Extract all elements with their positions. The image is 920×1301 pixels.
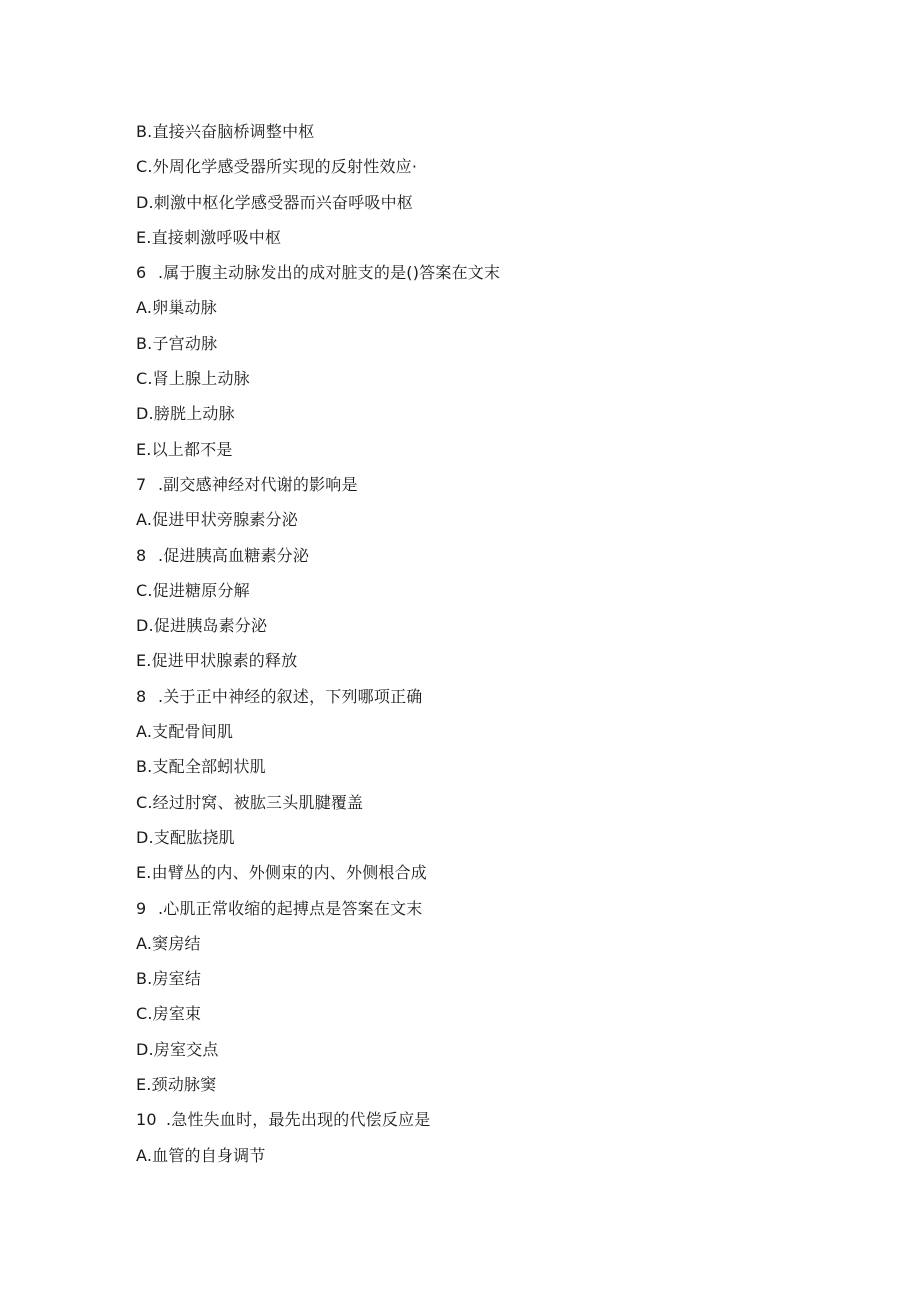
answer-option: A.窦房结 [136,933,201,953]
question-stem [136,255,836,290]
question-stem [136,467,836,502]
question-text: .心肌正常收缩的起搏点是答案在文末 [158,898,423,918]
answer-option: A.促进甲状旁腺素分泌 [136,510,298,530]
answer-option: C.房室束 [136,1004,202,1024]
answer-option: B.房室结 [136,969,202,989]
answer-option: E.促进甲状腺素的释放 [136,651,298,671]
answer-option: B.直接兴奋脑桥调整中枢 [136,122,315,141]
answer-option: B.支配全部蚓状肌 [136,757,266,777]
answer-option: C.肾上腺上动脉 [136,369,250,389]
question-text: .促进胰高血糖素分泌 [158,545,310,565]
question-stem [136,679,836,714]
question-text: .关于正中神经的叙述，下列哪项正确 [158,686,423,706]
answer-option: D.膀胱上动脉 [136,404,235,424]
question-stem [136,538,836,573]
answer-option: A.支配骨间肌 [136,722,234,742]
question-list [136,114,836,1173]
question-number: 9 [136,898,147,918]
answer-option: A.血管的自身调节 [136,1145,266,1165]
answer-option: A.卵巢动脉 [136,298,217,318]
question-stem [136,891,836,926]
answer-option: C.促进糖原分解 [136,580,250,600]
question-stem [136,1102,836,1137]
question-number: 8 [136,686,147,706]
answer-option: E.由臂丛的内、外侧束的内、外侧根合成 [136,863,427,883]
question-text: .属于腹主动脉发出的成对脏支的是()答案在文末 [158,263,501,283]
question-number: 6 [136,263,147,283]
answer-option: E.直接刺激呼吸中枢 [136,227,282,247]
answer-option: E.以上都不是 [136,439,233,459]
answer-option: D.刺激中枢化学感受器而兴奋呼吸中枢 [136,192,414,212]
answer-option: B.子宫动脉 [136,333,218,353]
answer-option: E.颈动脉窦 [136,1075,217,1095]
question-number: 10 [136,1110,157,1130]
answer-option: C.经过肘窝、被肱三头肌腱覆盖 [136,792,364,812]
answer-option: D.房室交点 [136,1039,219,1059]
answer-option: D.促进胰岛素分泌 [136,616,268,636]
question-text: .急性失血时，最先出现的代偿反应是 [166,1110,431,1130]
answer-option: D.支配肱挠肌 [136,827,235,847]
answer-option: C.外周化学感受器所实现的反射性效应· [136,157,418,177]
question-number: 7 [136,474,147,494]
question-text: .副交感神经对代谢的影响是 [158,474,358,494]
question-number: 8 [136,545,147,565]
